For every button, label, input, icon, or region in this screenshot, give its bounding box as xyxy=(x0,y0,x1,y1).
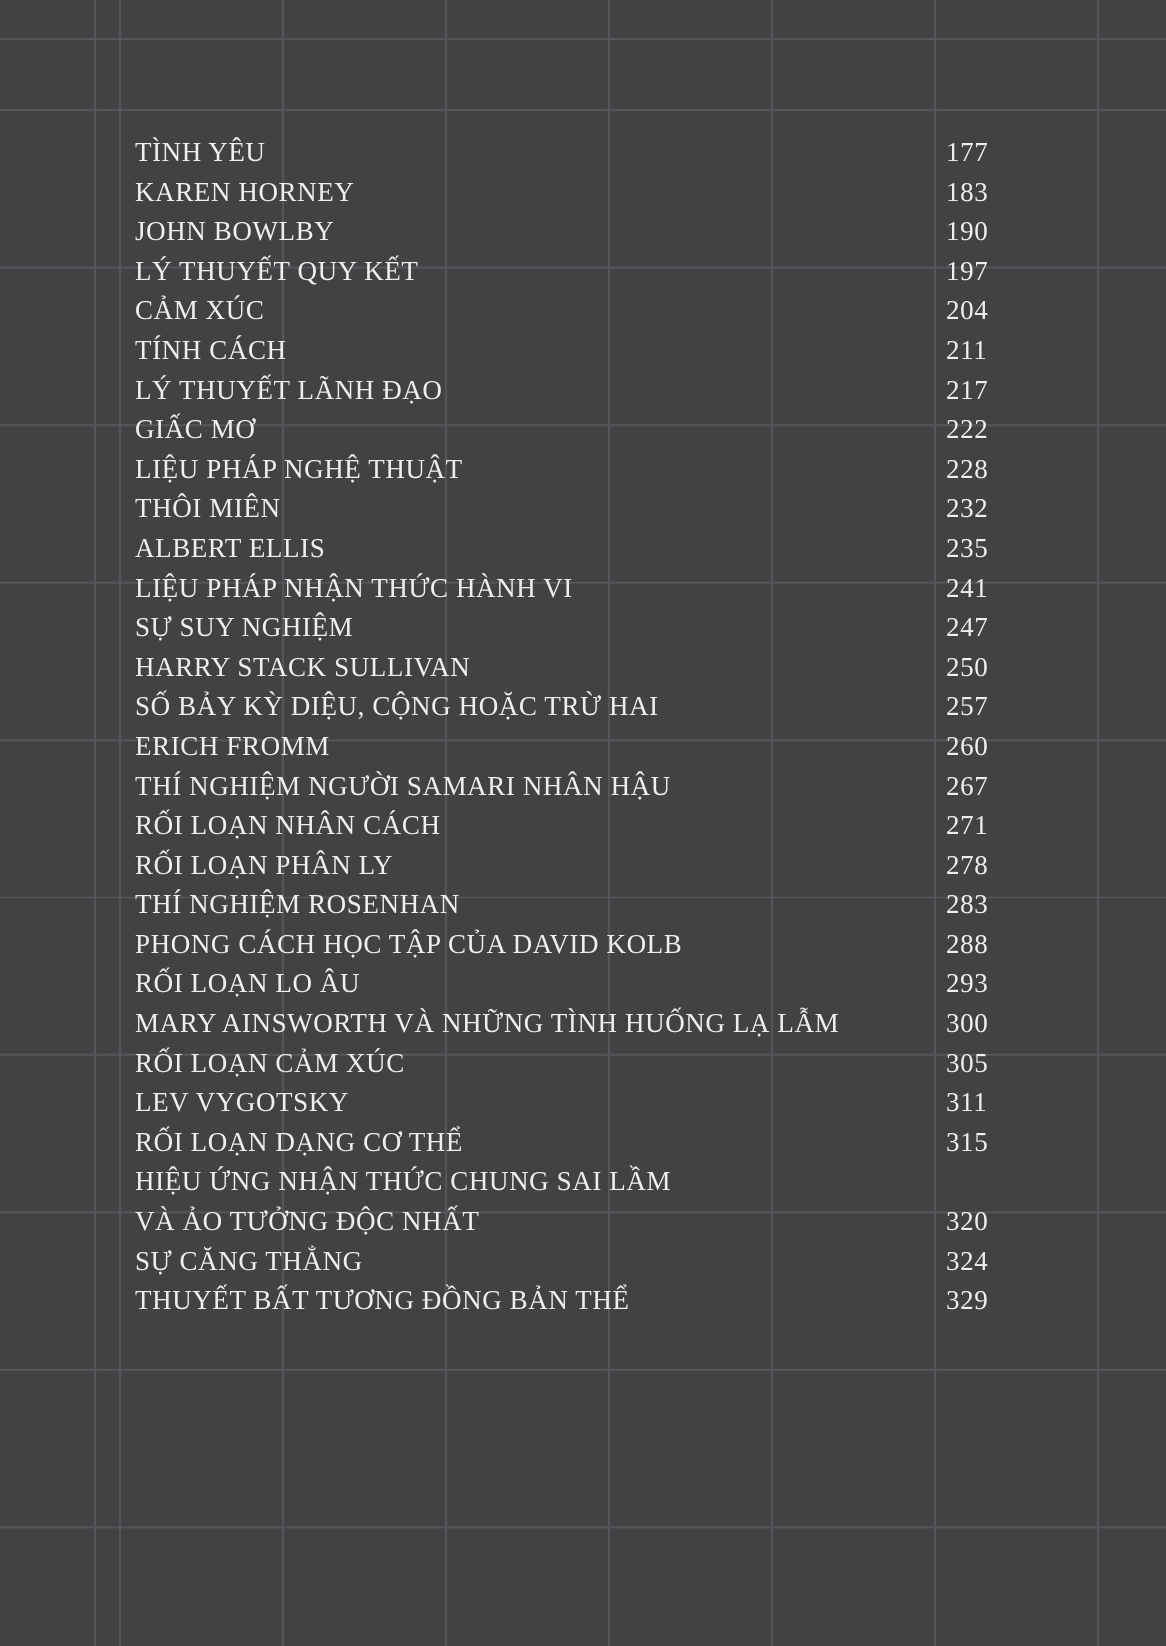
toc-row xyxy=(135,727,1155,767)
toc-entry-page: 267 xyxy=(946,770,989,801)
toc-row xyxy=(135,1202,1155,1242)
toc-entry-title: SỰ CĂNG THẲNG xyxy=(135,1245,363,1276)
toc-row xyxy=(135,925,1155,965)
toc-row xyxy=(135,133,1155,173)
toc-entry-title: RỐI LOẠN DẠNG CƠ THỂ xyxy=(135,1126,463,1157)
toc-entry-page: 324 xyxy=(946,1245,989,1276)
toc-entry-title: GIẤC MƠ xyxy=(135,414,256,445)
toc-entry-page: 232 xyxy=(946,493,989,524)
toc-row xyxy=(135,885,1155,925)
toc-entry-page: 190 xyxy=(946,216,989,247)
toc-entry-title: RỐI LOẠN CẢM XÚC xyxy=(135,1047,405,1078)
toc-entry-title: RỐI LOẠN LO ÂU xyxy=(135,968,361,999)
toc-entry-title: SỰ SUY NGHIỆM xyxy=(135,612,354,643)
toc-row xyxy=(135,846,1155,886)
toc-row xyxy=(135,173,1155,213)
toc-row xyxy=(135,767,1155,807)
toc-entry-title: LIỆU PHÁP NGHỆ THUẬT xyxy=(135,453,463,484)
toc-row xyxy=(135,1083,1155,1123)
toc-entry-title: LEV VYGOTSKY xyxy=(135,1087,349,1118)
toc-row xyxy=(135,371,1155,411)
toc-entry-title: RỐI LOẠN NHÂN CÁCH xyxy=(135,810,441,841)
toc-row xyxy=(135,806,1155,846)
toc-entry-title: JOHN BOWLBY xyxy=(135,216,335,247)
toc-row xyxy=(135,1162,1155,1202)
toc-entry-title: ALBERT ELLIS xyxy=(135,532,326,563)
toc-entry-title: TÍNH CÁCH xyxy=(135,334,287,365)
toc-entry-page: 320 xyxy=(946,1206,989,1237)
toc-entry-page: 329 xyxy=(946,1285,989,1316)
toc-entry-page: 235 xyxy=(946,532,989,563)
toc-entry-title: LÝ THUYẾT LÃNH ĐẠO xyxy=(135,374,443,405)
toc-entry-title: LIỆU PHÁP NHẬN THỨC HÀNH VI xyxy=(135,572,573,603)
toc-entry-title: CẢM XÚC xyxy=(135,295,265,326)
toc-entry-page: 278 xyxy=(946,849,989,880)
toc-entry-page: 271 xyxy=(946,810,989,841)
toc-entry-page: 283 xyxy=(946,889,989,920)
toc-row xyxy=(135,1044,1155,1084)
toc-entry-page: 197 xyxy=(946,255,989,286)
toc-entry-title: KAREN HORNEY xyxy=(135,176,355,207)
toc-entry-page: 288 xyxy=(946,928,989,959)
toc-entry-title: HIỆU ỨNG NHẬN THỨC CHUNG SAI LẦM xyxy=(135,1166,672,1197)
toc-entry-page: 247 xyxy=(946,612,989,643)
toc-entry-title: TÌNH YÊU xyxy=(135,137,266,167)
toc-row xyxy=(135,1123,1155,1163)
toc-entry-page: 183 xyxy=(946,176,989,207)
toc-entry-page: 305 xyxy=(946,1047,989,1078)
toc-entry-title: LÝ THUYẾT QUY KẾT xyxy=(135,255,419,286)
toc-row xyxy=(135,489,1155,529)
toc-entry-title: THÔI MIÊN xyxy=(135,493,281,524)
toc-row xyxy=(135,331,1155,371)
toc-row xyxy=(135,569,1155,609)
table-of-contents xyxy=(135,133,1155,1321)
toc-entry-title: HARRY STACK SULLIVAN xyxy=(135,651,471,682)
toc-entry-page: 300 xyxy=(946,1008,989,1039)
toc-entry-page: 204 xyxy=(946,295,989,326)
toc-row xyxy=(135,687,1155,727)
toc-entry-page: 211 xyxy=(946,334,988,365)
toc-entry-page: 315 xyxy=(946,1126,989,1157)
toc-row xyxy=(135,1281,1155,1321)
toc-entry-title: ERICH FROMM xyxy=(135,730,330,761)
toc-entry-page: 241 xyxy=(946,572,989,603)
toc-row xyxy=(135,1004,1155,1044)
toc-entry-page: 228 xyxy=(946,453,989,484)
toc-row xyxy=(135,450,1155,490)
toc-entry-title: THUYẾT BẤT TƯƠNG ĐỒNG BẢN THỂ xyxy=(135,1285,630,1316)
toc-entry-page: 257 xyxy=(946,691,989,722)
toc-row xyxy=(135,529,1155,569)
toc-row xyxy=(135,964,1155,1004)
toc-row xyxy=(135,212,1155,252)
toc-entry-title: MARY AINSWORTH VÀ NHỮNG TÌNH HUỐNG LẠ LẪM xyxy=(135,1008,840,1039)
toc-row xyxy=(135,1242,1155,1282)
toc-entry-page: 260 xyxy=(946,730,989,761)
toc-row xyxy=(135,648,1155,688)
toc-entry-page: 293 xyxy=(946,968,989,999)
toc-entry-page: 177 xyxy=(946,137,989,167)
toc-entry-title: VÀ ẢO TƯỞNG ĐỘC NHẤT xyxy=(135,1206,480,1237)
toc-entry-title: RỐI LOẠN PHÂN LY xyxy=(135,849,394,880)
toc-entry-page: 311 xyxy=(946,1087,988,1118)
toc-row xyxy=(135,291,1155,331)
toc-entry-title: THÍ NGHIỆM NGƯỜI SAMARI NHÂN HẬU xyxy=(135,770,671,801)
toc-entry-page: 217 xyxy=(946,374,989,405)
toc-entry-page: 222 xyxy=(946,414,989,445)
toc-entry-page: 250 xyxy=(946,651,989,682)
toc-row xyxy=(135,252,1155,292)
toc-row xyxy=(135,410,1155,450)
toc-row xyxy=(135,608,1155,648)
toc-entry-title: PHONG CÁCH HỌC TẬP CỦA DAVID KOLB xyxy=(135,928,683,959)
toc-entry-title: THÍ NGHIỆM ROSENHAN xyxy=(135,889,460,920)
toc-entry-title: SỐ BẢY KỲ DIỆU, CỘNG HOẶC TRỪ HAI xyxy=(135,691,659,722)
